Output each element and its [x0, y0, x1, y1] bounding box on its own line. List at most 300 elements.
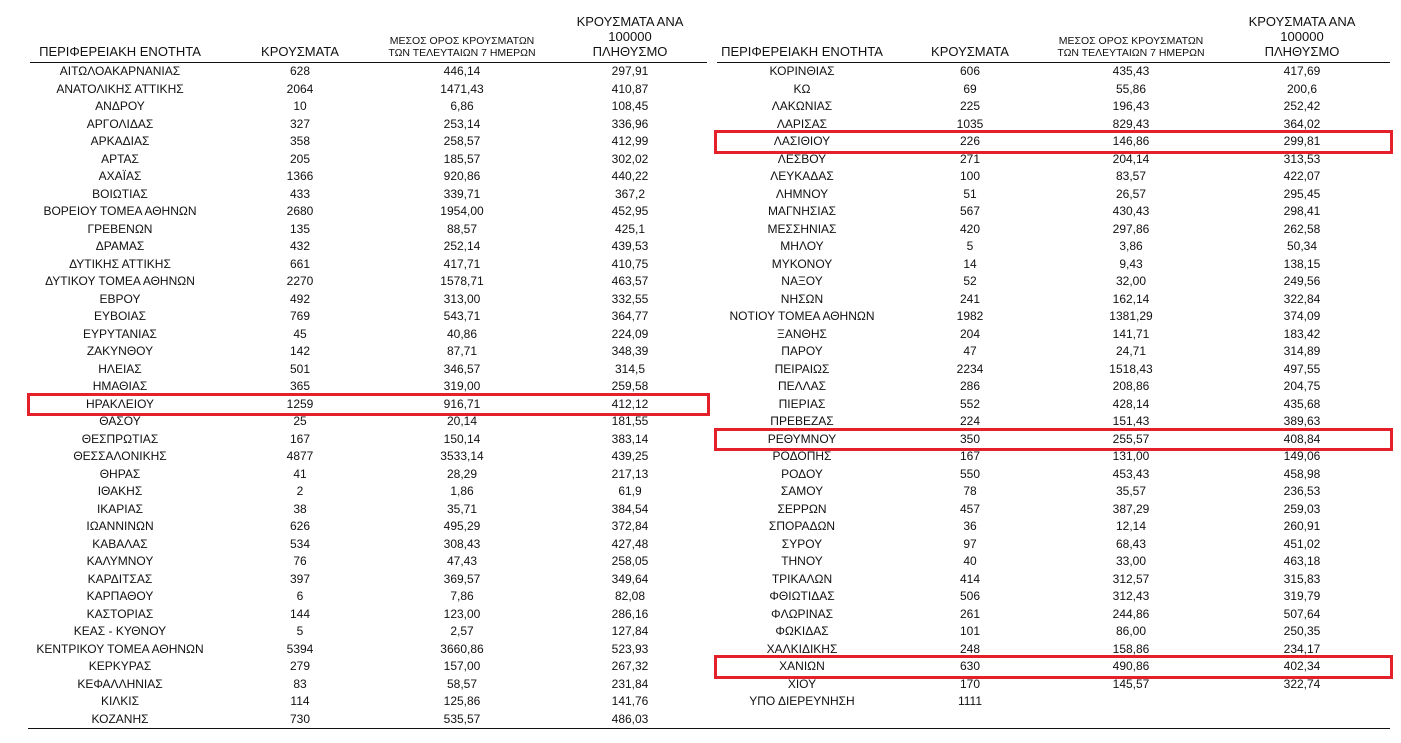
cell-region: ΑΡΓΟΛΙΔΑΣ: [86, 116, 154, 131]
cell-region: ΚΕΡΚΥΡΑΣ: [88, 659, 152, 673]
cell-average: 1954,00: [440, 204, 484, 218]
cell-per-100000: 507,64: [1283, 606, 1321, 621]
header-average-line1: ΜΕΣΟΣ ΟΡΟΣ ΚΡΟΥΣΜΑΤΩΝ: [1058, 34, 1204, 47]
table-row: [717, 501, 1390, 519]
table-row: [30, 641, 707, 659]
cell-average: 87,71: [446, 344, 478, 358]
header-cases: ΚΡΟΥΣΜΑΤΑ: [261, 44, 339, 60]
table-row: [30, 466, 707, 484]
cell-per-100000: 367,2: [614, 186, 646, 201]
cell-per-100000: 315,83: [1283, 571, 1321, 586]
table-row: [717, 63, 1390, 81]
cell-per-100000: 523,93: [611, 641, 649, 656]
cell-average: 145,57: [1112, 676, 1150, 691]
cell-cases: 286: [959, 379, 981, 393]
cell-per-100000: 82,08: [614, 589, 646, 603]
header-region: ΠΕΡΙΦΕΡΕΙΑΚΗ ΕΝΟΤΗΤΑ: [721, 44, 883, 60]
header-per-100000: [560, 15, 700, 60]
cell-per-100000: 322,84: [1283, 291, 1321, 306]
cell-per-100000: 408,84: [1283, 431, 1321, 446]
cell-region: ΜΥΚΟΝΟΥ: [771, 256, 833, 271]
header-per-100000: [1227, 15, 1377, 60]
cell-cases: 492: [289, 291, 311, 306]
cell-average: 35,57: [1115, 484, 1147, 498]
cell-average: 252,14: [443, 239, 481, 253]
table-row: [30, 588, 707, 606]
cell-cases: 1982: [956, 309, 984, 323]
cell-region: ΧΑΛΚΙΔΙΚΗΣ: [766, 641, 838, 656]
cell-average: 35,71: [446, 501, 478, 516]
cell-per-100000: 412,99: [611, 134, 649, 148]
table-row: [717, 116, 1390, 134]
cell-average: 3,86: [1119, 239, 1143, 253]
cell-average: 297,86: [1112, 221, 1150, 236]
cell-cases: 1035: [956, 116, 984, 131]
cell-cases: 38: [293, 501, 307, 516]
left-table-header: [30, 0, 707, 63]
cell-cases: 135: [289, 221, 311, 236]
cell-per-100000: 427,48: [611, 536, 649, 551]
cell-average: 3533,14: [440, 449, 484, 463]
cell-average: 157,00: [443, 659, 481, 673]
cell-cases: 14: [963, 256, 977, 271]
cell-average: 28,29: [446, 466, 478, 481]
cell-per-100000: 204,75: [1283, 379, 1321, 393]
cell-average: 6,86: [450, 99, 474, 113]
cell-region: ΠΕΛΛΑΣ: [777, 379, 827, 393]
cell-region: ΚΑΒΑΛΑΣ: [92, 536, 148, 551]
cell-average: 417,71: [443, 256, 481, 271]
cell-cases: 567: [959, 204, 981, 218]
cell-per-100000: 410,75: [611, 256, 649, 271]
header-average: [377, 35, 547, 59]
cell-cases: 100: [959, 169, 981, 183]
cell-per-100000: 314,5: [614, 361, 646, 376]
cell-average: 453,43: [1112, 466, 1150, 481]
cell-per-100000: 336,96: [611, 116, 649, 131]
cell-cases: 170: [959, 676, 981, 691]
cell-region: ΛΑΣΙΘΙΟΥ: [773, 134, 831, 148]
cell-cases: 47: [963, 344, 977, 358]
table-row: [717, 361, 1390, 379]
cell-average: 146,86: [1112, 134, 1150, 148]
left-table-body: [30, 63, 707, 728]
table-row: [30, 291, 707, 309]
table-row: [717, 396, 1390, 414]
cell-per-100000: 217,13: [611, 466, 649, 481]
cell-cases: 358: [289, 134, 311, 148]
table-row: [30, 221, 707, 239]
cell-region: ΤΡΙΚΑΛΩΝ: [771, 571, 833, 586]
cell-region: ΘΕΣΠΡΩΤΙΑΣ: [81, 431, 159, 446]
cell-average: 346,57: [443, 361, 481, 376]
cell-average: 253,14: [443, 116, 481, 131]
cell-region: ΑΡΚΑΔΙΑΣ: [90, 134, 150, 148]
table-row-highlighted: [717, 658, 1390, 676]
cell-cases: 350: [959, 431, 981, 446]
cell-average: 123,00: [443, 606, 481, 621]
cell-region: ΘΕΣΣΑΛΟΝΙΚΗΣ: [73, 449, 167, 463]
cell-cases: 224: [959, 414, 981, 428]
cell-per-100000: 262,58: [1283, 221, 1321, 236]
cell-average: 151,43: [1112, 414, 1150, 428]
cell-per-100000: 259,03: [1283, 501, 1321, 516]
table-row: [717, 291, 1390, 309]
table-row: [30, 168, 707, 186]
cell-region: ΚΕΑΣ - ΚΥΘΝΟΥ: [73, 624, 167, 638]
cell-per-100000: 286,16: [611, 606, 649, 621]
cell-cases: 69: [963, 81, 977, 96]
cell-per-100000: 183,42: [1283, 326, 1321, 341]
cell-region: ΚΑΡΔΙΤΣΑΣ: [87, 571, 153, 586]
cell-region: ΛΑΚΩΝΙΑΣ: [771, 99, 833, 113]
table-row: [717, 483, 1390, 501]
bottom-rule: [28, 728, 1390, 729]
cell-per-100000: 314,89: [1283, 344, 1321, 358]
table-row: [30, 711, 707, 729]
cell-per-100000: 452,95: [611, 204, 649, 218]
cell-region: ΛΕΣΒΟΥ: [777, 151, 827, 166]
cell-per-100000: 463,18: [1283, 554, 1321, 568]
cell-average: 495,29: [443, 519, 481, 533]
table-row: [717, 151, 1390, 169]
cell-cases: 626: [289, 519, 311, 533]
cell-per-100000: 298,41: [1283, 204, 1321, 218]
cell-region: ΣΕΡΡΩΝ: [777, 501, 827, 516]
cell-average: 26,57: [1115, 186, 1147, 201]
cell-region: ΔΥΤΙΚΟΥ ΤΟΜΕΑ ΑΘΗΝΩΝ: [45, 274, 195, 288]
cell-average: 131,00: [1112, 449, 1150, 463]
cell-region: ΒΟΙΩΤΙΑΣ: [92, 186, 148, 201]
cell-average: 3660,86: [440, 641, 484, 656]
cell-cases: 769: [289, 309, 311, 323]
cell-average: 12,14: [1115, 519, 1147, 533]
cell-cases: 144: [289, 606, 311, 621]
cell-cases: 226: [959, 134, 981, 148]
header-region: ΠΕΡΙΦΕΡΕΙΑΚΗ ΕΝΟΤΗΤΑ: [39, 44, 201, 60]
cell-average: 47,43: [446, 554, 478, 568]
cell-region: ΖΑΚΥΝΘΟΥ: [86, 344, 154, 358]
cell-average: 1,86: [450, 484, 474, 498]
table-row: [30, 483, 707, 501]
cell-average: 435,43: [1112, 64, 1150, 78]
cell-cases: 205: [289, 151, 311, 166]
cell-per-100000: 234,17: [1283, 641, 1321, 656]
cell-region: ΡΕΘΥΜΝΟΥ: [767, 431, 837, 446]
table-row: [30, 326, 707, 344]
table-row: [717, 641, 1390, 659]
header-per-line2: ΠΛΗΘΥΣΜΟ: [592, 44, 668, 60]
cell-region: ΜΗΛΟΥ: [780, 239, 824, 253]
cell-cases: 10: [293, 99, 307, 113]
cell-region: ΜΕΣΣΗΝΙΑΣ: [767, 221, 837, 236]
cell-cases: 279: [289, 659, 311, 673]
cell-average: 2,57: [450, 624, 474, 638]
cell-average: 88,57: [446, 221, 478, 236]
cell-average: 535,57: [443, 711, 481, 726]
cell-average: 68,43: [1115, 536, 1147, 551]
cell-average: 308,43: [443, 536, 481, 551]
cell-per-100000: 348,39: [611, 344, 649, 358]
right-table: [717, 0, 1390, 711]
cell-per-100000: 250,35: [1283, 624, 1321, 638]
header-average-line2: ΤΩΝ ΤΕΛΕΥΤΑΙΩΝ 7 ΗΜΕΡΩΝ: [1057, 46, 1205, 59]
cell-average: 58,57: [446, 676, 478, 691]
cell-cases: 501: [289, 361, 311, 376]
cell-per-100000: 319,79: [1283, 589, 1321, 603]
cell-region: ΛΑΡΙΣΑΣ: [776, 116, 828, 131]
cell-per-100000: 127,84: [611, 624, 649, 638]
table-row: [717, 168, 1390, 186]
table-row: [717, 186, 1390, 204]
cell-per-100000: 332,55: [611, 291, 649, 306]
right-table-body: [717, 63, 1390, 711]
cell-cases: 83: [293, 676, 307, 691]
cell-cases: 2: [296, 484, 304, 498]
cell-per-100000: 402,34: [1283, 659, 1321, 673]
cell-cases: 204: [959, 326, 981, 341]
cell-average: 244,86: [1112, 606, 1150, 621]
cell-region: ΠΡΕΒΕΖΑΣ: [770, 414, 834, 428]
cell-region: ΕΥΡΥΤΑΝΙΑΣ: [83, 326, 157, 341]
cell-per-100000: 364,77: [611, 309, 649, 323]
cell-region: ΥΠΟ ΔΙΕΡΕΥΝΗΣΗ: [749, 694, 855, 708]
cell-region: ΑΝΔΡΟΥ: [95, 99, 145, 113]
table-row: [717, 588, 1390, 606]
table-row: [30, 501, 707, 519]
cell-region: ΗΡΑΚΛΕΙΟΥ: [85, 396, 155, 411]
table-row: [30, 693, 707, 711]
table-row: [717, 553, 1390, 571]
header-cases: ΚΡΟΥΣΜΑΤΑ: [931, 44, 1009, 60]
header-per-line1: ΚΡΟΥΣΜΑΤΑ ΑΝΑ 100000: [1248, 14, 1356, 45]
cell-region: ΡΟΔΟΠΗΣ: [772, 449, 832, 463]
table-row: [30, 203, 707, 221]
cell-average: 9,43: [1119, 256, 1143, 271]
cell-per-100000: 451,02: [1283, 536, 1321, 551]
cell-average: 86,00: [1115, 624, 1147, 638]
table-row: [717, 256, 1390, 274]
cell-average: 312,57: [1112, 571, 1150, 586]
cell-per-100000: 108,45: [611, 99, 649, 113]
table-row: [717, 518, 1390, 536]
table-row: [717, 693, 1390, 711]
cell-per-100000: 299,81: [1283, 134, 1321, 148]
cell-region: ΕΒΡΟΥ: [99, 291, 141, 306]
cell-average: 33,00: [1115, 554, 1147, 568]
table-row-highlighted: [717, 431, 1390, 449]
table-row: [30, 98, 707, 116]
cell-cases: 167: [289, 431, 311, 446]
cell-average: 255,57: [1112, 431, 1150, 446]
cell-average: 829,43: [1112, 116, 1150, 131]
cell-cases: 506: [959, 589, 981, 603]
cell-per-100000: 374,09: [1283, 309, 1321, 323]
table-row: [717, 571, 1390, 589]
cell-average: 196,43: [1112, 99, 1150, 113]
cell-average: 204,14: [1112, 151, 1150, 166]
table-row: [30, 116, 707, 134]
cell-average: 446,14: [443, 64, 481, 78]
cell-region: ΣΥΡΟΥ: [781, 536, 823, 551]
table-row: [717, 81, 1390, 99]
table-row-highlighted: [717, 133, 1390, 151]
right-table-header: [717, 0, 1390, 63]
cell-region: ΞΑΝΘΗΣ: [777, 326, 827, 341]
cell-cases: 327: [289, 116, 311, 131]
cell-cases: 606: [959, 64, 981, 78]
cell-cases: 271: [959, 151, 981, 166]
table-row: [717, 98, 1390, 116]
cell-average: 55,86: [1115, 81, 1147, 96]
table-row: [717, 273, 1390, 291]
cell-per-100000: 486,03: [611, 711, 649, 726]
cell-average: 339,71: [443, 186, 481, 201]
cell-average: 313,00: [443, 291, 481, 306]
cell-cases: 6: [296, 589, 304, 603]
cell-cases: 2064: [286, 81, 314, 96]
cell-region: ΗΛΕΙΑΣ: [98, 361, 142, 376]
table-row: [30, 361, 707, 379]
cell-cases: 2680: [286, 204, 314, 218]
cell-per-100000: 224,09: [611, 326, 649, 341]
cell-region: ΚΕΝΤΡΙΚΟΥ ΤΟΜΕΑ ΑΘΗΝΩΝ: [36, 641, 204, 656]
table-row: [717, 606, 1390, 624]
cell-average: 24,71: [1115, 344, 1147, 358]
cell-average: 1518,43: [1109, 361, 1153, 376]
cell-per-100000: 364,02: [1283, 116, 1321, 131]
cell-cases: 433: [289, 186, 311, 201]
cell-region: ΘΑΣΟΥ: [99, 414, 141, 428]
cell-region: ΚΑΛΥΜΝΟΥ: [86, 554, 154, 568]
cell-average: 1471,43: [440, 81, 484, 96]
cell-region: ΛΗΜΝΟΥ: [775, 186, 829, 201]
cell-per-100000: 200,6: [1286, 81, 1318, 96]
table-row: [717, 676, 1390, 694]
table-row: [717, 238, 1390, 256]
cell-per-100000: 252,42: [1283, 99, 1321, 113]
cell-per-100000: 149,06: [1283, 449, 1321, 463]
cell-cases: 167: [959, 449, 981, 463]
cell-per-100000: 249,56: [1283, 274, 1321, 288]
cell-average: 208,86: [1112, 379, 1150, 393]
table-row: [30, 151, 707, 169]
cell-cases: 45: [293, 326, 307, 341]
cell-region: ΑΙΤΩΛΟΑΚΑΡΝΑΝΙΑΣ: [59, 64, 181, 78]
cell-average: 1381,29: [1109, 309, 1153, 323]
cell-region: ΛΕΥΚΑΔΑΣ: [770, 169, 834, 183]
table-row: [30, 186, 707, 204]
table-row: [30, 413, 707, 431]
table-row: [717, 413, 1390, 431]
cell-region: ΔΥΤΙΚΗΣ ΑΤΤΙΚΗΣ: [69, 256, 171, 271]
table-row: [30, 81, 707, 99]
cell-average: 141,71: [1112, 326, 1150, 341]
cell-cases: 365: [289, 379, 311, 393]
cell-cases: 550: [959, 466, 981, 481]
cell-cases: 36: [963, 519, 977, 533]
cell-cases: 5: [296, 624, 304, 638]
cell-per-100000: 497,55: [1283, 361, 1321, 376]
cell-average: 185,57: [443, 151, 481, 166]
cell-per-100000: 458,98: [1283, 466, 1321, 481]
cell-region: ΝΗΣΩΝ: [780, 291, 824, 306]
cell-average: 387,29: [1112, 501, 1150, 516]
cell-per-100000: 435,68: [1283, 396, 1321, 411]
cell-average: 312,43: [1112, 589, 1150, 603]
cell-average: 20,14: [446, 414, 478, 428]
cell-cases: 630: [959, 659, 981, 673]
cell-average: 40,86: [446, 326, 478, 341]
cell-per-100000: 412,12: [611, 396, 649, 411]
cell-per-100000: 181,55: [611, 414, 649, 428]
table-row: [717, 308, 1390, 326]
table-row: [30, 133, 707, 151]
table-row: [717, 221, 1390, 239]
cell-cases: 40: [963, 554, 977, 568]
cell-region: ΘΗΡΑΣ: [99, 466, 141, 481]
cell-region: ΠΑΡΟΥ: [781, 344, 823, 358]
cell-per-100000: 138,15: [1283, 256, 1321, 271]
cell-cases: 248: [959, 641, 981, 656]
cell-cases: 25: [293, 414, 307, 428]
cell-per-100000: 439,25: [611, 449, 649, 463]
cell-region: ΤΗΝΟΥ: [781, 554, 823, 568]
table-row: [30, 343, 707, 361]
header-per-line2: ΠΛΗΘΥΣΜΟ: [1264, 44, 1340, 60]
cell-cases: 241: [959, 291, 981, 306]
table-row: [717, 378, 1390, 396]
cell-average: 428,14: [1112, 396, 1150, 411]
table-row: [30, 308, 707, 326]
cell-cases: 76: [293, 554, 307, 568]
header-per-line1: ΚΡΟΥΣΜΑΤΑ ΑΝΑ 100000: [576, 14, 684, 45]
table-row: [30, 623, 707, 641]
cell-cases: 5: [966, 239, 974, 253]
cell-region: ΣΠΟΡΑΔΩΝ: [768, 519, 836, 533]
cell-region: ΚΟΖΑΝΗΣ: [91, 711, 149, 726]
cell-per-100000: 440,22: [611, 169, 649, 183]
cell-cases: 51: [963, 186, 977, 201]
table-row: [30, 431, 707, 449]
table-row: [30, 536, 707, 554]
cell-per-100000: 297,91: [611, 64, 649, 78]
cell-per-100000: 259,58: [611, 379, 649, 393]
cell-cases: 1111: [957, 694, 983, 708]
cell-cases: 41: [293, 466, 307, 481]
cell-region: ΒΟΡΕΙΟΥ ΤΟΜΕΑ ΑΘΗΝΩΝ: [43, 204, 197, 218]
cell-average: 7,86: [450, 589, 474, 603]
header-average: [1050, 35, 1212, 59]
cell-cases: 142: [289, 344, 311, 358]
cell-cases: 628: [289, 64, 311, 78]
cell-region: ΣΑΜΟΥ: [780, 484, 824, 498]
cell-region: ΗΜΑΘΙΑΣ: [92, 379, 148, 393]
cell-cases: 2270: [286, 274, 314, 288]
table-row: [30, 273, 707, 291]
cell-average: 1578,71: [440, 274, 484, 288]
cell-per-100000: 425,1: [614, 221, 646, 236]
cell-region: ΠΕΙΡΑΙΩΣ: [774, 361, 830, 376]
cell-average: 920,86: [443, 169, 481, 183]
cell-cases: 414: [959, 571, 981, 586]
table-row: [30, 378, 707, 396]
cell-cases: 52: [963, 274, 977, 288]
cell-cases: 397: [289, 571, 311, 586]
cell-region: ΙΘΑΚΗΣ: [97, 484, 143, 498]
cell-cases: 552: [959, 396, 981, 411]
table-row: [30, 238, 707, 256]
